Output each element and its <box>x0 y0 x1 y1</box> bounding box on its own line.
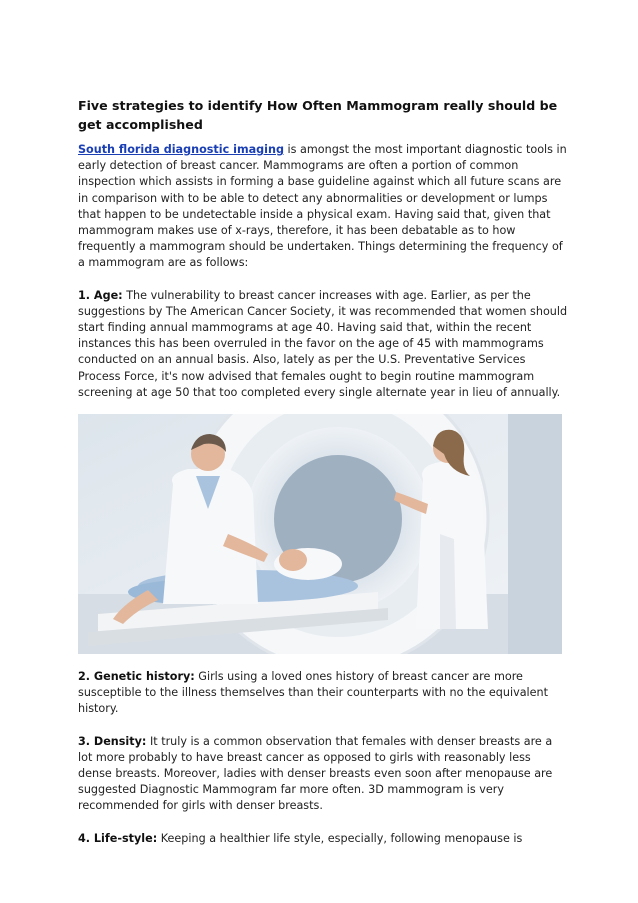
document-page <box>78 96 568 847</box>
page-title: Five strategies to identify How Often Mammogram really should be get accomplished <box>78 98 558 132</box>
mri-scanner-photo <box>78 414 562 654</box>
section-text: It truly is a common observation that females with denser breasts are a lot more probably to have breast cancer as opposed to girls with reasonably less dense breasts. Moreover, ladies with denser breasts even soon after menopause are suggested Diagnostic Mammogram far more often. 3D mammogram is very recommended for girls with denser breasts. <box>78 734 553 813</box>
section-text: Girls using a loved ones history of breast cancer are more susceptible to the illness themselves than their counterparts with no the equivalent history. <box>78 670 549 716</box>
section-text: The vulnerability to breast cancer increases with age. Earlier, as per the suggestions by The American Cancer Society, it was recommended that women should start finding annual mammograms at age 40. Having said that, within the recent instances this has been overruled in the favor on the age of 45 with mammograms conducted on an annual basis. Also, lately as per the U.S. Preventative Services Process Force, it's now advised that females ought to begin routine mammogram screening at age 50 that too completed every single alternate year in lieu of annually. <box>78 288 568 399</box>
paragraph-spacer <box>78 815 568 831</box>
section-heading: 3. Density: <box>78 734 147 748</box>
intro-paragraph <box>78 142 568 272</box>
section-genetic-history <box>78 669 568 718</box>
section-life-style <box>78 831 568 847</box>
section-text: Keeping a healthier life style, especially, following menopause is <box>157 831 523 845</box>
paragraph-spacer <box>78 272 568 288</box>
section-density <box>78 734 568 815</box>
paragraph-spacer <box>78 718 568 734</box>
section-heading: 2. Genetic history: <box>78 670 195 684</box>
diagnostic-imaging-link[interactable]: South florida diagnostic imaging <box>78 143 284 156</box>
section-heading: 1. Age: <box>78 288 123 302</box>
section-age <box>78 288 568 401</box>
intro-text: is amongst the most important diagnostic tools in early detection of breast cancer. Mammograms are often a portion of common inspection which assists in forming a base guideline against which all future scans are in comparison with to be able to detect any abnormalities or development or lumps that happen to be undetectable inside a physical exam. Having said that, given that mammogram makes use of x-rays, therefore, it has been debatable as to how frequently a mammogram should be undertaken. Things determining the frequency of a mammogram are as follows: <box>78 143 567 270</box>
section-heading: 4. Life-style: <box>78 831 158 845</box>
